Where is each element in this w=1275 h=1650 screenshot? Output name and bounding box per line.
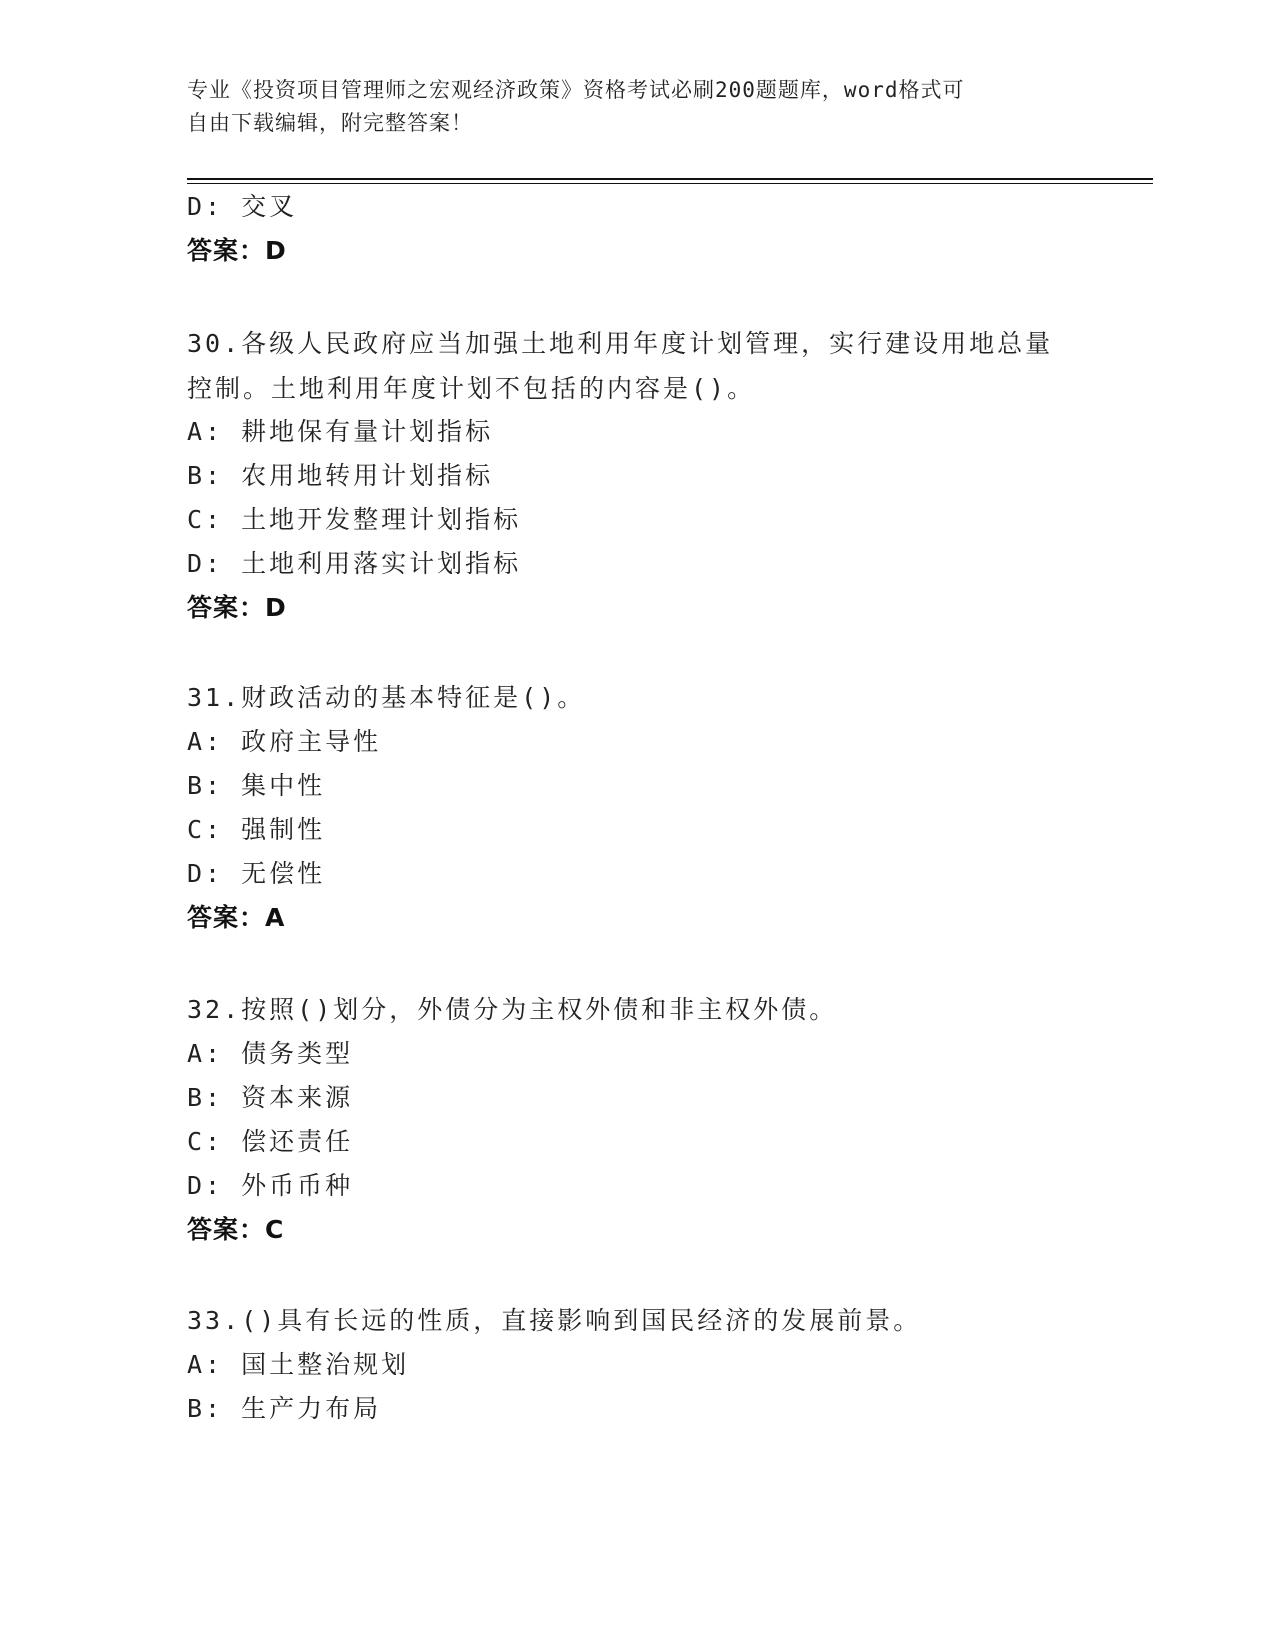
- q30-stem-line-1: 30.各级人民政府应当加强土地利用年度计划管理，实行建设用地总量: [187, 329, 1054, 358]
- q31-answer: 答案：A: [187, 903, 286, 932]
- header-line-1: 专业《投资项目管理师之宏观经济政策》资格考试必刷200题题库，word格式可: [187, 78, 965, 102]
- q30-option-b: B: 农用地转用计划指标: [187, 461, 494, 490]
- q32-option-c: C: 偿还责任: [187, 1127, 354, 1156]
- header-divider-thick: [187, 178, 1153, 180]
- q30-answer: 答案：D: [187, 593, 287, 622]
- header-divider-thin: [187, 183, 1153, 184]
- q33-option-a: A: 国土整治规划: [187, 1350, 410, 1379]
- q31-option-b: B: 集中性: [187, 771, 326, 800]
- q30-option-c: C: 土地开发整理计划指标: [187, 505, 522, 534]
- q31-option-d: D: 无偿性: [187, 859, 326, 888]
- q31-option-a: A: 政府主导性: [187, 727, 382, 756]
- q32-option-b: B: 资本来源: [187, 1083, 354, 1112]
- q31-option-c: C: 强制性: [187, 815, 326, 844]
- q31-stem: 31.财政活动的基本特征是()。: [187, 683, 586, 712]
- document-header: [187, 74, 1087, 140]
- q30-stem-line-2: 控制。土地利用年度计划不包括的内容是()。: [187, 374, 756, 403]
- q30-option-a: A: 耕地保有量计划指标: [187, 417, 494, 446]
- q30-option-d: D: 土地利用落实计划指标: [187, 549, 522, 578]
- q32-option-d: D: 外币币种: [187, 1171, 354, 1200]
- q32-answer: 答案：C: [187, 1215, 285, 1244]
- q29-answer: 答案：D: [187, 236, 287, 265]
- q33-stem: 33.()具有长远的性质，直接影响到国民经济的发展前景。: [187, 1306, 922, 1335]
- q29-option-d: D: 交叉: [187, 192, 298, 221]
- q32-stem: 32.按照()划分，外债分为主权外债和非主权外债。: [187, 995, 838, 1024]
- header-line-2: 自由下载编辑，附完整答案！: [187, 111, 473, 135]
- q33-option-b: B: 生产力布局: [187, 1394, 382, 1423]
- q32-option-a: A: 债务类型: [187, 1039, 354, 1068]
